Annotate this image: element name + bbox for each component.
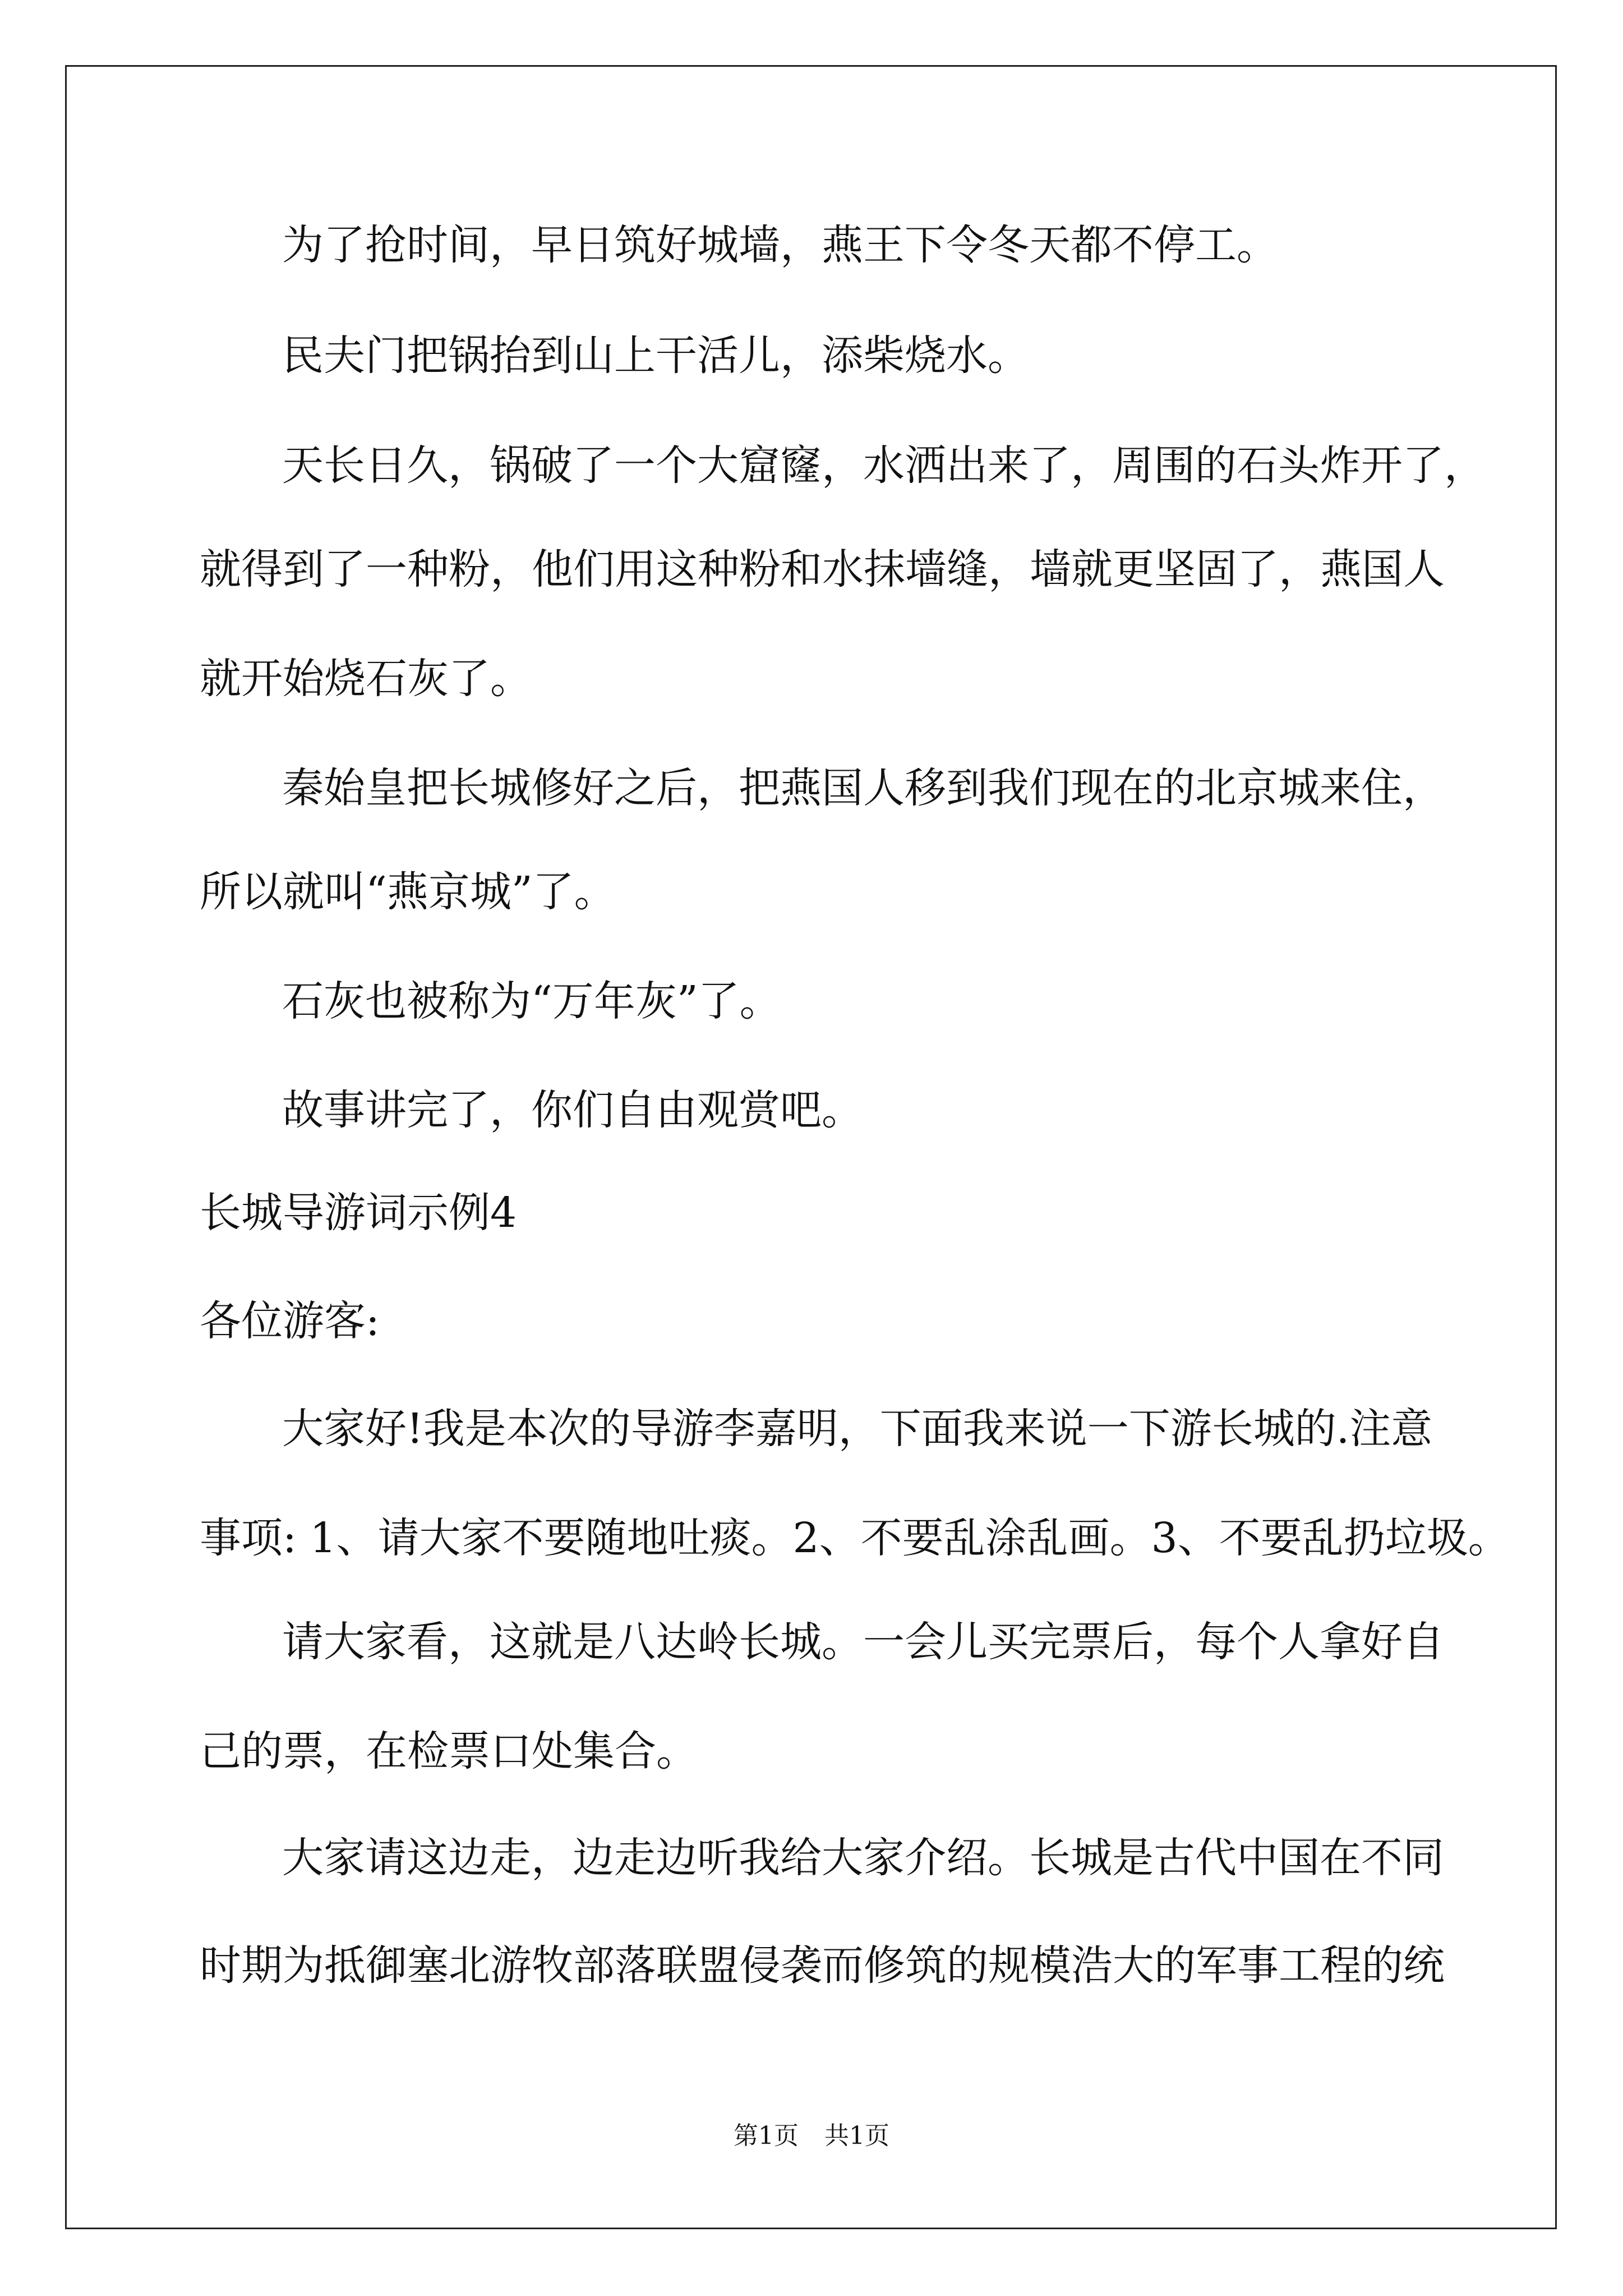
paragraph-line: 大家好!我是本次的导游李嘉明，下面我来说一下游长城的.注意 [282, 1405, 1433, 1453]
paragraph-line: 秦始皇把长城修好之后，把燕国人移到我们现在的北京城来住， [282, 764, 1444, 812]
page-border [65, 65, 1557, 2229]
section-heading: 长城导游词示例4 [200, 1189, 517, 1237]
salutation: 各位游客: [200, 1297, 380, 1345]
paragraph-line: 故事讲完了，你们自由观赏吧。 [282, 1086, 863, 1134]
paragraph-line: 民夫门把锅抬到山上干活儿，添柴烧水。 [282, 332, 1029, 380]
paragraph-line: 为了抢时间，早日筑好城墙，燕王下令冬天都不停工。 [282, 221, 1278, 269]
paragraph-line: 大家请这边走，边走边听我给大家介绍。长城是古代中国在不同 [282, 1834, 1444, 1882]
paragraph-line: 石灰也被称为“万年灰”了。 [282, 977, 781, 1025]
paragraph-line: 天长日久，锅破了一个大窟窿，水洒出来了，周围的石头炸开了， [282, 441, 1486, 490]
page-footer [0, 2119, 1623, 2153]
page-total: 共1页 [824, 2122, 889, 2150]
paragraph-line: 己的票，在检票口处集合。 [200, 1727, 698, 1775]
paragraph-line: 时期为抵御塞北游牧部落联盟侵袭而修筑的规模浩大的军事工程的统 [200, 1941, 1445, 1990]
paragraph-line: 所以就叫“燕京城”了。 [200, 868, 616, 916]
paragraph-line: 就开始烧石灰了。 [200, 655, 532, 703]
paragraph-line: 请大家看，这就是八达岭长城。一会儿买完票后，每个人拿好自 [282, 1618, 1444, 1666]
paragraph-line: 事项: 1、请大家不要随地吐痰。2、不要乱涂乱画。3、不要乱扔垃圾。 [200, 1514, 1510, 1562]
page-number: 第1页 [734, 2122, 799, 2150]
paragraph-line: 就得到了一种粉，他们用这种粉和水抹墙缝，墙就更坚固了，燕国人 [200, 545, 1445, 593]
